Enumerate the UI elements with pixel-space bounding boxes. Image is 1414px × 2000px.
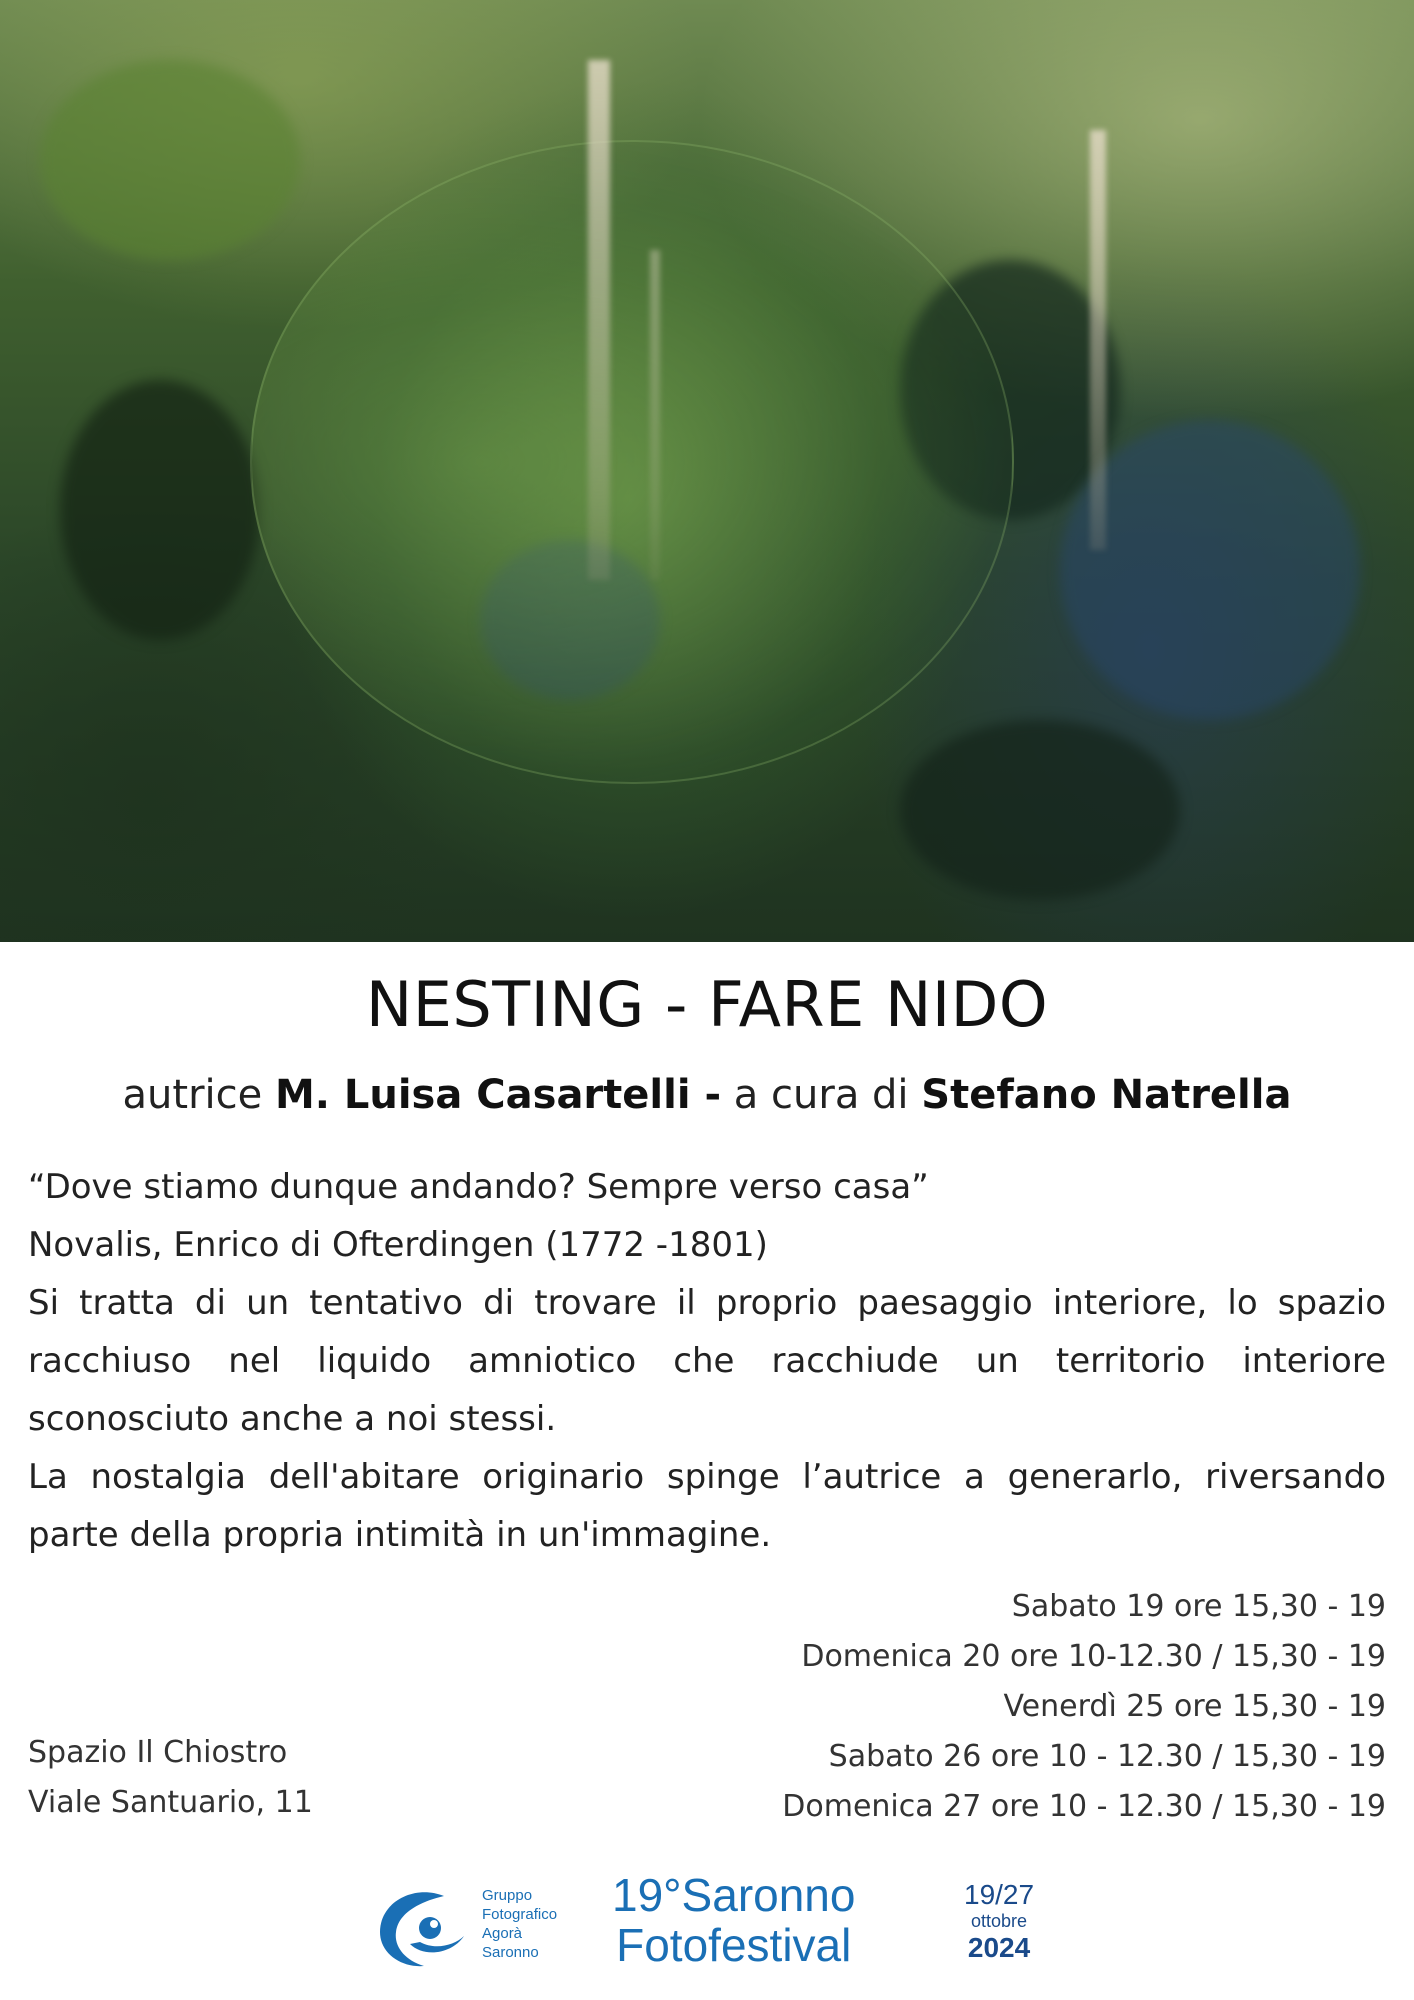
quote: “Dove stiamo dunque andando? Sempre verso casa” [28, 1167, 929, 1207]
festival-line-2: Fotofestival [616, 1919, 852, 1971]
logo-line: Saronno [482, 1944, 539, 1961]
exhibition-title: NESTING - FARE NIDO [365, 968, 1049, 1041]
paragraph-1: Si tratta di un tentativo di trovare il proprio paesaggio interiore, lo spazio racchiuso nel liquido amniotico che racchiude un territorio interiore sconosciuto anche a noi stessi. [28, 1283, 1386, 1439]
festival-dates [964, 1880, 1034, 1964]
venue [28, 1728, 313, 1828]
paragraph-2: La nostalgia dell'abitare originario spinge l’autrice a generarlo, riversando parte della propria intimità in un'immagine. [28, 1457, 1386, 1555]
schedule-line: Venerdì 25 ore 15,30 - 19 [1003, 1689, 1386, 1724]
footer-logos [374, 1870, 1054, 1980]
dates-year: 2024 [967, 1932, 1031, 1963]
gruppo-fotografico-logo-icon [374, 1888, 470, 1968]
dates-range: 19/27 [964, 1879, 1035, 1910]
curator-name: Stefano Natrella [921, 1072, 1292, 1118]
author-name: M. Luisa Casartelli - [274, 1072, 722, 1118]
quote-source: Novalis, Enrico di Ofterdingen (1772 -1801) [28, 1225, 768, 1265]
logo-line: Gruppo [482, 1887, 533, 1904]
logo-text [482, 1886, 557, 1962]
dates-month: ottobre [971, 1911, 1028, 1931]
byline-middle: a cura di [733, 1072, 909, 1118]
schedule-line: Domenica 27 ore 10 - 12.30 / 15,30 - 19 [782, 1789, 1386, 1824]
cover-photo [0, 0, 1414, 942]
venue-address: Viale Santuario, 11 [28, 1785, 313, 1820]
logo-line: Fotografico [482, 1906, 558, 1923]
festival-name [612, 1870, 855, 1970]
logo-line: Agorà [482, 1925, 523, 1942]
description [28, 1158, 1386, 1564]
byline-prefix: autrice [122, 1072, 263, 1118]
byline [0, 1072, 1414, 1118]
schedule-line: Sabato 19 ore 15,30 - 19 [1011, 1589, 1386, 1624]
opening-hours [782, 1582, 1386, 1832]
schedule-line: Sabato 26 ore 10 - 12.30 / 15,30 - 19 [828, 1739, 1386, 1774]
schedule-line: Domenica 20 ore 10-12.30 / 15,30 - 19 [801, 1639, 1386, 1674]
festival-line-1: 19°Saronno [612, 1869, 856, 1921]
venue-name: Spazio Il Chiostro [28, 1735, 288, 1770]
